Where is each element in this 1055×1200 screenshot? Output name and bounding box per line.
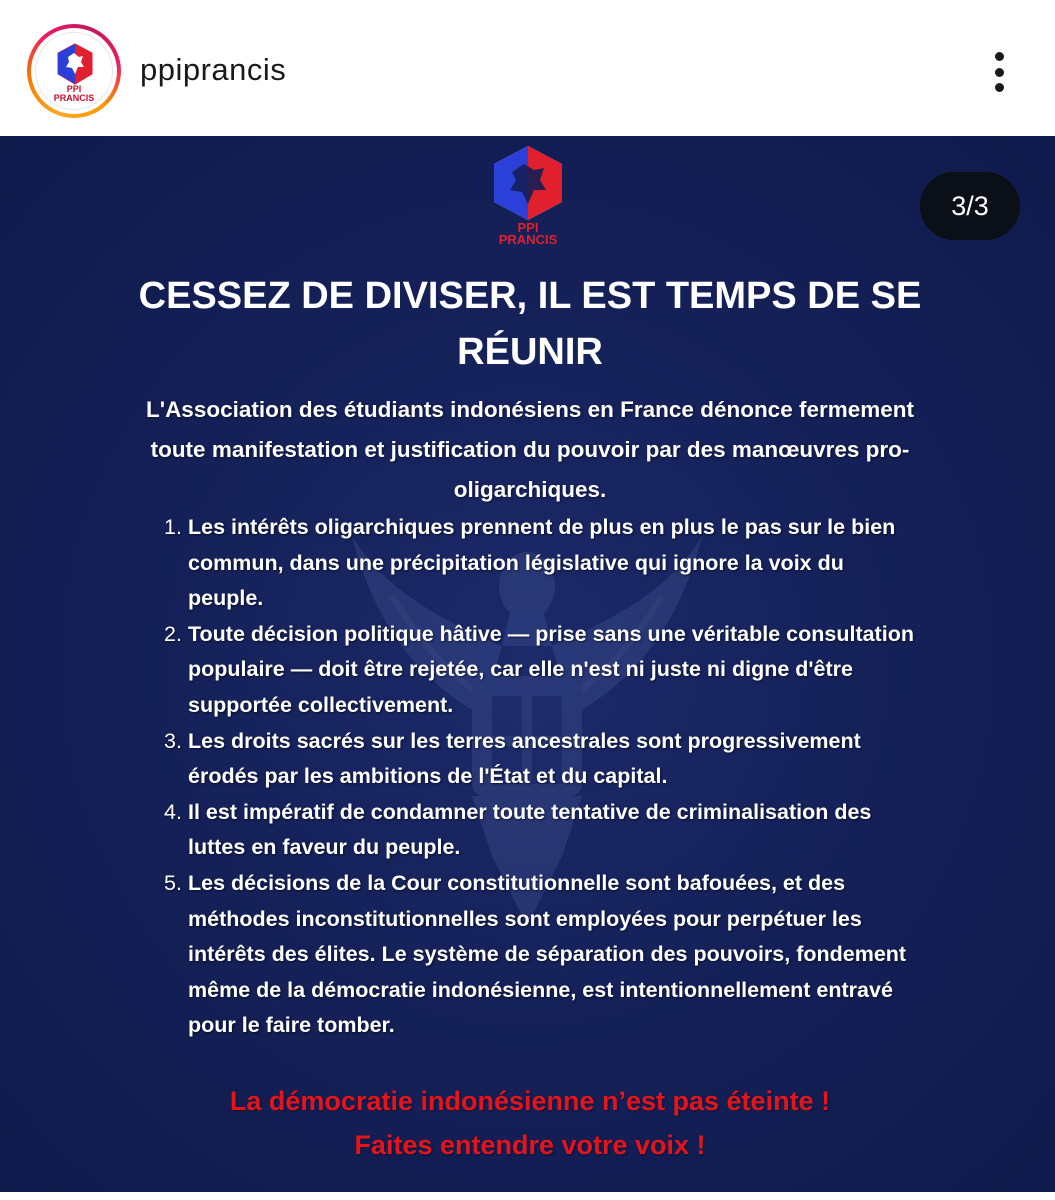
logo-caption-prancis: PRANCIS (498, 232, 558, 247)
bottom-divider (0, 1192, 1055, 1200)
slogan-line-2: Faites entendre votre voix ! (354, 1130, 706, 1160)
list-item: 3. Les droits sacrés sur les terres ancestrales sont progressivement érodés par les ambitions de l'État et du capital. (164, 728, 861, 789)
avatar-logo (35, 32, 113, 110)
avatar[interactable] (27, 24, 121, 118)
post-intro: L'Association des étudiants indonésiens en France dénonce fermement toute manifestation et justification du pouvoir par des manœuvres pro-oligarchiques. (145, 397, 915, 502)
more-options-icon (995, 52, 1004, 61)
post-header (0, 0, 1055, 136)
ppi-logo-icon (490, 144, 566, 222)
username-link[interactable]: ppiprancis (140, 52, 287, 87)
carousel-counter: 3/3 (920, 172, 1020, 240)
ppi-logo-icon (55, 43, 95, 85)
more-options-button[interactable] (984, 50, 1014, 94)
list-item: 1. Les intérêts oligarchiques prennent de plus en plus le pas sur le bien commun, dans une précipitation législative qui ignore la voix du peuple. (164, 515, 896, 611)
post-image[interactable] (0, 136, 1055, 1192)
avatar-caption-prancis: PRANCIS (53, 93, 95, 103)
slogan-line-1: La démocratie indonésienne n’est pas éteinte ! (229, 1086, 831, 1116)
list-item: 2. Toute décision politique hâtive — prise sans une véritable consultation populaire — doit être rejetée, car elle n'est ni juste ni digne d'être supportée collectivement. (164, 621, 914, 717)
logo-caption-ppi: PPI (517, 220, 539, 235)
avatar-caption-ppi: PPI (66, 84, 82, 94)
list-item: 4. Il est impératif de condamner toute tentative de criminalisation des luttes en faveur du peuple. (164, 799, 872, 860)
list-item: 5. Les décisions de la Cour constitutionnelle sont bafouées, et des méthodes inconstitutionnelles sont employées pour perpétuer les intérêts des élites. Le système de séparation des pouvoirs, fondement même de la démocratie indonésienne, est intentionnellement entravé pour le faire tomber. (164, 870, 907, 1038)
points-list (160, 510, 920, 1044)
post-title: CESSEZ DE DIVISER, IL EST TEMPS DE SE RÉUNIR (138, 275, 922, 373)
